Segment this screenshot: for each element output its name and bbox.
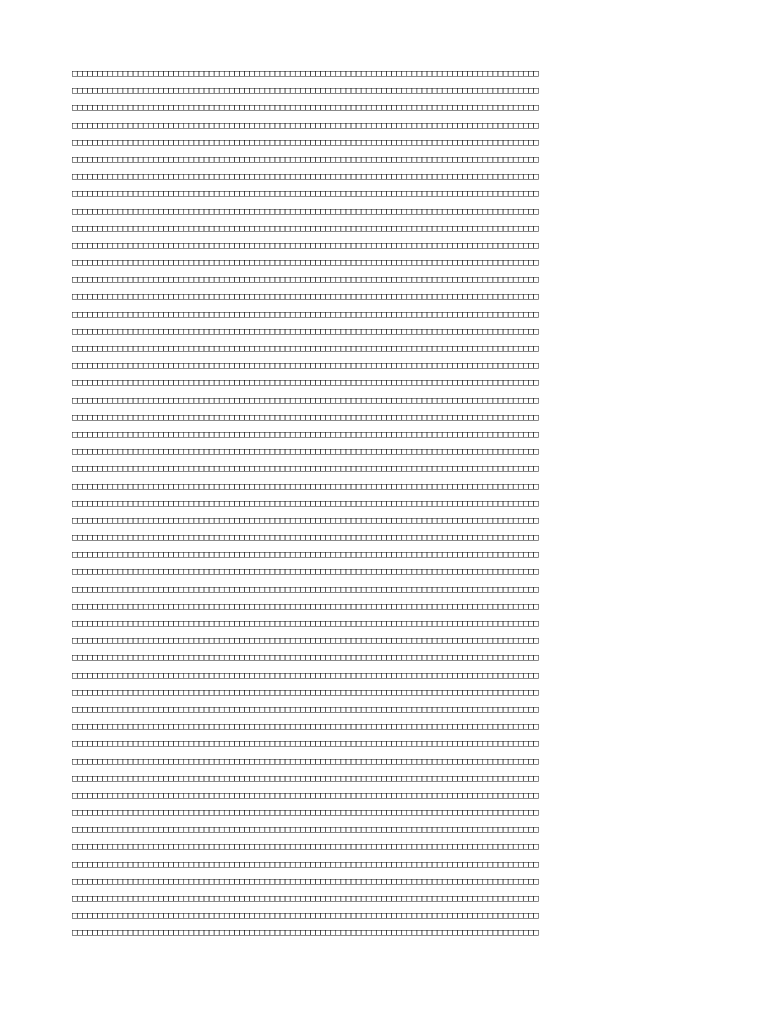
text-line: □□□□□□□□□□□□□□□□□□□□□□□□□□□□□□□□□□□□□□□□□□□□□□□□□□□□□□□□□□□□□□□□□□□□□□□□□□□□□□□□□□□□□□□□□□□□ — [72, 515, 539, 526]
text-line: □□□□□□□□□□□□□□□□□□□□□□□□□□□□□□□□□□□□□□□□□□□□□□□□□□□□□□□□□□□□□□□□□□□□□□□□□□□□□□□□□□□□□□□□□□□□ — [72, 670, 539, 681]
text-line: □□□□□□□□□□□□□□□□□□□□□□□□□□□□□□□□□□□□□□□□□□□□□□□□□□□□□□□□□□□□□□□□□□□□□□□□□□□□□□□□□□□□□□□□□□□□ — [72, 653, 539, 664]
text-line: □□□□□□□□□□□□□□□□□□□□□□□□□□□□□□□□□□□□□□□□□□□□□□□□□□□□□□□□□□□□□□□□□□□□□□□□□□□□□□□□□□□□□□□□□□□□ — [72, 361, 539, 372]
text-line: □□□□□□□□□□□□□□□□□□□□□□□□□□□□□□□□□□□□□□□□□□□□□□□□□□□□□□□□□□□□□□□□□□□□□□□□□□□□□□□□□□□□□□□□□□□□ — [72, 223, 539, 234]
text-line: □□□□□□□□□□□□□□□□□□□□□□□□□□□□□□□□□□□□□□□□□□□□□□□□□□□□□□□□□□□□□□□□□□□□□□□□□□□□□□□□□□□□□□□□□□□□ — [72, 567, 539, 578]
garbled-text-block — [72, 66, 696, 946]
text-line: □□□□□□□□□□□□□□□□□□□□□□□□□□□□□□□□□□□□□□□□□□□□□□□□□□□□□□□□□□□□□□□□□□□□□□□□□□□□□□□□□□□□□□□□□□□□ — [72, 894, 539, 904]
text-line: □□□□□□□□□□□□□□□□□□□□□□□□□□□□□□□□□□□□□□□□□□□□□□□□□□□□□□□□□□□□□□□□□□□□□□□□□□□□□□□□□□□□□□□□□□□□ — [72, 429, 539, 440]
text-line: □□□□□□□□□□□□□□□□□□□□□□□□□□□□□□□□□□□□□□□□□□□□□□□□□□□□□□□□□□□□□□□□□□□□□□□□□□□□□□□□□□□□□□□□□□□□ — [72, 808, 539, 819]
text-line: □□□□□□□□□□□□□□□□□□□□□□□□□□□□□□□□□□□□□□□□□□□□□□□□□□□□□□□□□□□□□□□□□□□□□□□□□□□□□□□□□□□□□□□□□□□□ — [72, 876, 539, 887]
text-line: □□□□□□□□□□□□□□□□□□□□□□□□□□□□□□□□□□□□□□□□□□□□□□□□□□□□□□□□□□□□□□□□□□□□□□□□□□□□□□□□□□□□□□□□□□□□ — [72, 395, 539, 406]
text-line: □□□□□□□□□□□□□□□□□□□□□□□□□□□□□□□□□□□□□□□□□□□□□□□□□□□□□□□□□□□□□□□□□□□□□□□□□□□□□□□□□□□□□□□□□□□□ — [72, 275, 539, 286]
text-line: □□□□□□□□□□□□□□□□□□□□□□□□□□□□□□□□□□□□□□□□□□□□□□□□□□□□□□□□□□□□□□□□□□□□□□□□□□□□□□□□□□□□□□□□□□□□ — [72, 69, 539, 79]
text-line: □□□□□□□□□□□□□□□□□□□□□□□□□□□□□□□□□□□□□□□□□□□□□□□□□□□□□□□□□□□□□□□□□□□□□□□□□□□□□□□□□□□□□□□□□□□□ — [72, 756, 539, 767]
text-line: □□□□□□□□□□□□□□□□□□□□□□□□□□□□□□□□□□□□□□□□□□□□□□□□□□□□□□□□□□□□□□□□□□□□□□□□□□□□□□□□□□□□□□□□□□□□ — [72, 120, 539, 131]
text-line: □□□□□□□□□□□□□□□□□□□□□□□□□□□□□□□□□□□□□□□□□□□□□□□□□□□□□□□□□□□□□□□□□□□□□□□□□□□□□□□□□□□□□□□□□□□□ — [72, 86, 539, 97]
text-line: □□□□□□□□□□□□□□□□□□□□□□□□□□□□□□□□□□□□□□□□□□□□□□□□□□□□□□□□□□□□□□□□□□□□□□□□□□□□□□□□□□□□□□□□□□□□ — [72, 464, 539, 475]
text-line: □□□□□□□□□□□□□□□□□□□□□□□□□□□□□□□□□□□□□□□□□□□□□□□□□□□□□□□□□□□□□□□□□□□□□□□□□□□□□□□□□□□□□□□□□□□□ — [72, 154, 539, 165]
text-line: □□□□□□□□□□□□□□□□□□□□□□□□□□□□□□□□□□□□□□□□□□□□□□□□□□□□□□□□□□□□□□□□□□□□□□□□□□□□□□□□□□□□□□□□□□□□ — [72, 619, 539, 629]
text-line: □□□□□□□□□□□□□□□□□□□□□□□□□□□□□□□□□□□□□□□□□□□□□□□□□□□□□□□□□□□□□□□□□□□□□□□□□□□□□□□□□□□□□□□□□□□□ — [72, 790, 539, 801]
text-line: □□□□□□□□□□□□□□□□□□□□□□□□□□□□□□□□□□□□□□□□□□□□□□□□□□□□□□□□□□□□□□□□□□□□□□□□□□□□□□□□□□□□□□□□□□□□ — [72, 292, 539, 303]
text-line: □□□□□□□□□□□□□□□□□□□□□□□□□□□□□□□□□□□□□□□□□□□□□□□□□□□□□□□□□□□□□□□□□□□□□□□□□□□□□□□□□□□□□□□□□□□□ — [72, 378, 539, 389]
text-line: □□□□□□□□□□□□□□□□□□□□□□□□□□□□□□□□□□□□□□□□□□□□□□□□□□□□□□□□□□□□□□□□□□□□□□□□□□□□□□□□□□□□□□□□□□□□ — [72, 773, 539, 784]
text-line: □□□□□□□□□□□□□□□□□□□□□□□□□□□□□□□□□□□□□□□□□□□□□□□□□□□□□□□□□□□□□□□□□□□□□□□□□□□□□□□□□□□□□□□□□□□□ — [72, 309, 539, 320]
text-line: □□□□□□□□□□□□□□□□□□□□□□□□□□□□□□□□□□□□□□□□□□□□□□□□□□□□□□□□□□□□□□□□□□□□□□□□□□□□□□□□□□□□□□□□□□□□ — [72, 326, 539, 337]
text-line: □□□□□□□□□□□□□□□□□□□□□□□□□□□□□□□□□□□□□□□□□□□□□□□□□□□□□□□□□□□□□□□□□□□□□□□□□□□□□□□□□□□□□□□□□□□□ — [72, 636, 539, 647]
text-line: □□□□□□□□□□□□□□□□□□□□□□□□□□□□□□□□□□□□□□□□□□□□□□□□□□□□□□□□□□□□□□□□□□□□□□□□□□□□□□□□□□□□□□□□□□□□ — [72, 704, 539, 715]
text-line: □□□□□□□□□□□□□□□□□□□□□□□□□□□□□□□□□□□□□□□□□□□□□□□□□□□□□□□□□□□□□□□□□□□□□□□□□□□□□□□□□□□□□□□□□□□□ — [72, 739, 539, 750]
text-line: □□□□□□□□□□□□□□□□□□□□□□□□□□□□□□□□□□□□□□□□□□□□□□□□□□□□□□□□□□□□□□□□□□□□□□□□□□□□□□□□□□□□□□□□□□□□ — [72, 498, 539, 509]
text-line: □□□□□□□□□□□□□□□□□□□□□□□□□□□□□□□□□□□□□□□□□□□□□□□□□□□□□□□□□□□□□□□□□□□□□□□□□□□□□□□□□□□□□□□□□□□□ — [72, 481, 539, 492]
text-line: □□□□□□□□□□□□□□□□□□□□□□□□□□□□□□□□□□□□□□□□□□□□□□□□□□□□□□□□□□□□□□□□□□□□□□□□□□□□□□□□□□□□□□□□□□□□ — [72, 911, 539, 922]
text-line: □□□□□□□□□□□□□□□□□□□□□□□□□□□□□□□□□□□□□□□□□□□□□□□□□□□□□□□□□□□□□□□□□□□□□□□□□□□□□□□□□□□□□□□□□□□□ — [72, 137, 539, 148]
text-line: □□□□□□□□□□□□□□□□□□□□□□□□□□□□□□□□□□□□□□□□□□□□□□□□□□□□□□□□□□□□□□□□□□□□□□□□□□□□□□□□□□□□□□□□□□□□ — [72, 842, 539, 853]
text-line: □□□□□□□□□□□□□□□□□□□□□□□□□□□□□□□□□□□□□□□□□□□□□□□□□□□□□□□□□□□□□□□□□□□□□□□□□□□□□□□□□□□□□□□□□□□□ — [72, 584, 539, 595]
text-line: □□□□□□□□□□□□□□□□□□□□□□□□□□□□□□□□□□□□□□□□□□□□□□□□□□□□□□□□□□□□□□□□□□□□□□□□□□□□□□□□□□□□□□□□□□□□ — [72, 258, 539, 269]
text-line: □□□□□□□□□□□□□□□□□□□□□□□□□□□□□□□□□□□□□□□□□□□□□□□□□□□□□□□□□□□□□□□□□□□□□□□□□□□□□□□□□□□□□□□□□□□□ — [72, 825, 539, 836]
text-line: □□□□□□□□□□□□□□□□□□□□□□□□□□□□□□□□□□□□□□□□□□□□□□□□□□□□□□□□□□□□□□□□□□□□□□□□□□□□□□□□□□□□□□□□□□□□ — [72, 240, 539, 251]
text-line: □□□□□□□□□□□□□□□□□□□□□□□□□□□□□□□□□□□□□□□□□□□□□□□□□□□□□□□□□□□□□□□□□□□□□□□□□□□□□□□□□□□□□□□□□□□□ — [72, 928, 539, 939]
text-line: □□□□□□□□□□□□□□□□□□□□□□□□□□□□□□□□□□□□□□□□□□□□□□□□□□□□□□□□□□□□□□□□□□□□□□□□□□□□□□□□□□□□□□□□□□□□ — [72, 206, 539, 217]
text-line: □□□□□□□□□□□□□□□□□□□□□□□□□□□□□□□□□□□□□□□□□□□□□□□□□□□□□□□□□□□□□□□□□□□□□□□□□□□□□□□□□□□□□□□□□□□□ — [72, 344, 539, 354]
text-line: □□□□□□□□□□□□□□□□□□□□□□□□□□□□□□□□□□□□□□□□□□□□□□□□□□□□□□□□□□□□□□□□□□□□□□□□□□□□□□□□□□□□□□□□□□□□ — [72, 533, 539, 544]
text-line: □□□□□□□□□□□□□□□□□□□□□□□□□□□□□□□□□□□□□□□□□□□□□□□□□□□□□□□□□□□□□□□□□□□□□□□□□□□□□□□□□□□□□□□□□□□□ — [72, 859, 539, 870]
text-line: □□□□□□□□□□□□□□□□□□□□□□□□□□□□□□□□□□□□□□□□□□□□□□□□□□□□□□□□□□□□□□□□□□□□□□□□□□□□□□□□□□□□□□□□□□□□ — [72, 722, 539, 733]
text-line: □□□□□□□□□□□□□□□□□□□□□□□□□□□□□□□□□□□□□□□□□□□□□□□□□□□□□□□□□□□□□□□□□□□□□□□□□□□□□□□□□□□□□□□□□□□□ — [72, 447, 539, 458]
text-line: □□□□□□□□□□□□□□□□□□□□□□□□□□□□□□□□□□□□□□□□□□□□□□□□□□□□□□□□□□□□□□□□□□□□□□□□□□□□□□□□□□□□□□□□□□□□ — [72, 172, 539, 183]
text-line: □□□□□□□□□□□□□□□□□□□□□□□□□□□□□□□□□□□□□□□□□□□□□□□□□□□□□□□□□□□□□□□□□□□□□□□□□□□□□□□□□□□□□□□□□□□□ — [72, 687, 539, 698]
text-line: □□□□□□□□□□□□□□□□□□□□□□□□□□□□□□□□□□□□□□□□□□□□□□□□□□□□□□□□□□□□□□□□□□□□□□□□□□□□□□□□□□□□□□□□□□□□ — [72, 550, 539, 561]
text-line: □□□□□□□□□□□□□□□□□□□□□□□□□□□□□□□□□□□□□□□□□□□□□□□□□□□□□□□□□□□□□□□□□□□□□□□□□□□□□□□□□□□□□□□□□□□□ — [72, 412, 539, 423]
text-line: □□□□□□□□□□□□□□□□□□□□□□□□□□□□□□□□□□□□□□□□□□□□□□□□□□□□□□□□□□□□□□□□□□□□□□□□□□□□□□□□□□□□□□□□□□□□ — [72, 103, 539, 114]
text-line: □□□□□□□□□□□□□□□□□□□□□□□□□□□□□□□□□□□□□□□□□□□□□□□□□□□□□□□□□□□□□□□□□□□□□□□□□□□□□□□□□□□□□□□□□□□□ — [72, 601, 539, 612]
text-line: □□□□□□□□□□□□□□□□□□□□□□□□□□□□□□□□□□□□□□□□□□□□□□□□□□□□□□□□□□□□□□□□□□□□□□□□□□□□□□□□□□□□□□□□□□□□ — [72, 189, 539, 200]
